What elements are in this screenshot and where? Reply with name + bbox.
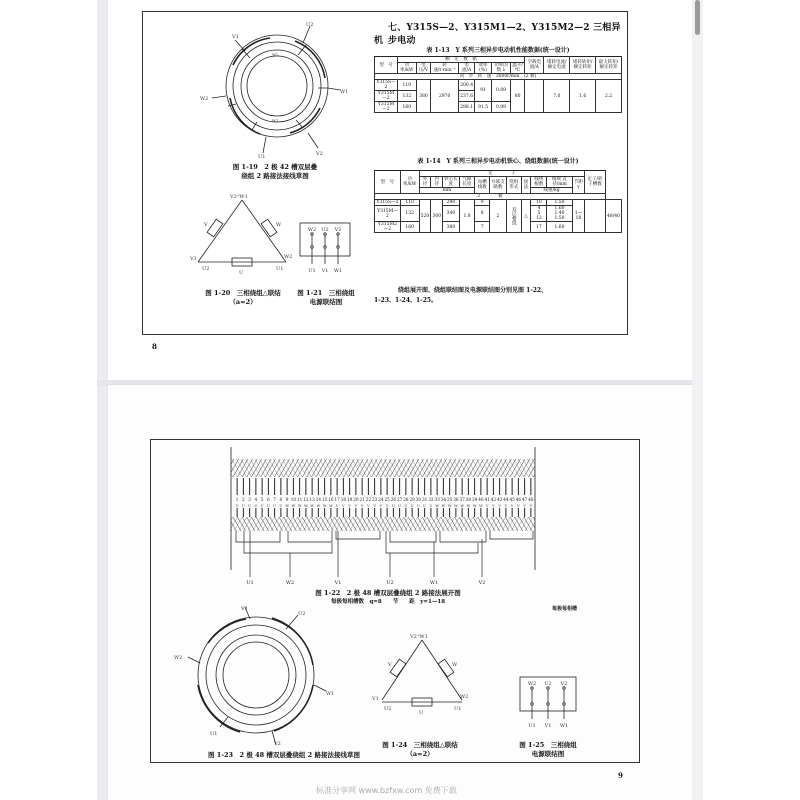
th-model: 型 号 — [375, 57, 398, 74]
th-connection: 接法 — [521, 177, 531, 194]
page-number: 9 — [618, 771, 623, 780]
slot-number: 17 — [334, 497, 340, 502]
th-temp-rise: 温升/℃ — [512, 63, 523, 73]
phase-letter: W — [285, 504, 289, 508]
slot-number: 42 — [490, 497, 497, 502]
fig-1-20-delta-diagram — [190, 190, 300, 275]
slot-number: 26 — [390, 497, 397, 502]
viewer-gutter — [97, 0, 108, 800]
fig23-label-v2: V2 — [274, 741, 281, 745]
fig25-terminal-v1: V1 — [544, 723, 552, 729]
th-winding-type: 绕组形式 — [506, 177, 521, 194]
cell-connection: △ — [521, 200, 531, 233]
fig-1-23-caption: 图 1-23 2 极 48 槽双层叠绕组 2 路接法接线草图 — [208, 751, 360, 759]
fig23-label-w1: W1 — [326, 691, 335, 697]
cell-wire-count: 4 5 12 — [531, 206, 547, 222]
phase-letter: W — [460, 504, 464, 508]
slot-number: 16 — [328, 497, 334, 502]
th-locked-torque: 堵转转矩/额定转矩 — [570, 57, 596, 74]
slot-number: 6 — [267, 497, 270, 502]
phase-letter: V — [492, 504, 495, 508]
slot-numbers — [236, 497, 534, 502]
fig21-terminal-w1: W1 — [333, 268, 343, 274]
cell-wires: 9 — [475, 200, 490, 206]
fig-1-22-caption-1: 图 1-22 2 极 48 槽双层叠绕组 2 路接法展开图 — [315, 589, 461, 597]
cell-temp-rise: 80 — [511, 80, 525, 113]
cell-wire-dia: 1.60 1.40 1.50 — [547, 206, 572, 222]
th-core-length: 铁心长度 — [444, 177, 458, 187]
slot-number: 13 — [309, 497, 315, 502]
phase-letter: V — [373, 504, 376, 508]
phase-letter: U — [273, 504, 277, 508]
fig-1-22-development-diagram — [228, 445, 538, 585]
cell-noload — [525, 80, 544, 113]
cell-inner-dia: 300 — [431, 200, 443, 233]
phase-letter: U — [235, 504, 239, 508]
table-row — [375, 80, 622, 91]
slot-number: 44 — [503, 497, 509, 502]
phase-letter: U — [398, 504, 402, 508]
bore — [247, 56, 307, 116]
cell-power: 132 — [400, 206, 419, 222]
slot-number: 28 — [403, 497, 409, 502]
fig-1-21-caption-1: 图 1-21 三相绕组 — [297, 289, 355, 297]
section-heading-cont: 机 — [374, 36, 384, 46]
fig-1-25-caption-1: 图 1-25 三相绕组 — [519, 741, 577, 749]
lead-v2: V2 — [478, 580, 486, 585]
phase-letter: V — [342, 504, 345, 508]
phase-letter: U — [260, 504, 264, 508]
phase-letter: V — [504, 504, 508, 508]
phase-letter: W — [329, 504, 333, 508]
cell-efficiency: 91 — [475, 80, 492, 102]
fig-1-19-ring-diagram — [190, 18, 360, 158]
fig19-label-w1: W1 — [340, 89, 349, 95]
slot-number: 40 — [478, 497, 484, 502]
fig21-terminal-u2: U2 — [321, 227, 329, 233]
cell-power: 160 — [400, 222, 419, 233]
fig21-terminal-u1: U1 — [308, 268, 316, 274]
fig20-node-v1: V1 — [190, 256, 197, 262]
slot-number: 34 — [440, 497, 447, 502]
th-rated-group: 额 定 数 据 — [397, 57, 524, 63]
interconnection-leads — [236, 531, 533, 577]
phase-letter: W — [310, 504, 314, 508]
fig19-inner-w2: W2 — [272, 52, 279, 57]
cell-current: 200.4 — [458, 80, 474, 91]
fig21-terminal-v1: V1 — [321, 268, 329, 274]
phase-letter: U — [429, 504, 433, 508]
th-outer-dia: 外径 — [419, 177, 431, 188]
fig23-label-v1: V1 — [241, 606, 248, 612]
phase-letter: U — [241, 504, 245, 508]
slot-number: 9 — [285, 497, 289, 502]
slot-number: 48 — [528, 497, 534, 502]
slot-number: 30 — [415, 497, 422, 502]
phase-letter: W — [454, 504, 458, 508]
slot-lines-bottom — [237, 508, 531, 517]
cell-speed: 2970 — [431, 80, 459, 113]
slot-number: 23 — [371, 497, 378, 502]
cell-wire-count: 17 — [531, 222, 547, 233]
cell-parallel: 2 — [489, 200, 506, 233]
phase-letter: W — [441, 504, 446, 508]
lead-w1: W1 — [429, 580, 439, 585]
phase-letter: V — [348, 504, 351, 508]
phase-letter: W — [316, 504, 321, 508]
table-1-13 — [374, 56, 622, 113]
slot-number: 31 — [421, 497, 428, 502]
fig20-node-u1: U1 — [276, 266, 284, 272]
th-wire-dia: 线规 直径/mm — [547, 177, 572, 188]
fig-1-21-caption-2: 电源联结图 — [309, 298, 343, 306]
fig24-node-w2: W2 — [460, 694, 469, 700]
th-wire-weight: 线重/kg — [531, 188, 572, 194]
cell-current: 288.1 — [458, 102, 474, 113]
cell-wire-dia: 1.50 — [547, 200, 572, 206]
watermark-text: 标准分享网 www.bzfxw.com 免费下载 — [316, 786, 457, 795]
slot-number: 14 — [315, 497, 322, 502]
page-number: 8 — [152, 342, 157, 351]
phase-letter: W — [297, 504, 302, 508]
slot-number: 46 — [515, 497, 522, 502]
fig19-label-u2: U2 — [306, 22, 314, 28]
th-current: 电流/A — [458, 63, 474, 74]
fig-1-22-caption-2: 每极每相槽数 q=8 节 距 y=1—18 — [330, 599, 446, 605]
pole-row: 2 极 — [375, 194, 606, 200]
fig-1-20-caption-2: （a=2） — [229, 298, 257, 306]
table-1-13-title: 表 1-13 Y 系列三相异步电动机性能数据(统一设计) — [426, 47, 570, 54]
th-air-gap: 气隙长度 — [459, 177, 475, 188]
phase-letter: U — [385, 504, 389, 508]
th-power-factor: 功率因数 λ — [491, 63, 510, 74]
fig23-label-u1: U1 — [210, 731, 218, 737]
phase-letter: U — [416, 504, 420, 508]
cell-core-length: 340 — [443, 206, 459, 222]
fig20-coil-u: U — [239, 270, 244, 275]
slot-number: 19 — [346, 497, 353, 502]
cell-pitch: 1—18 — [572, 200, 585, 233]
cell-wire-weight — [585, 200, 606, 233]
fig20-coil-w: W — [276, 222, 282, 228]
phase-letter: U — [391, 504, 395, 508]
coil-v — [207, 219, 223, 237]
th-wire-count: 线规 根数 — [531, 177, 547, 188]
fig24-top-label: V2⁺W1 — [410, 634, 428, 640]
cell-voltage: 380 — [416, 80, 431, 113]
th-efficiency: 效率(%) — [475, 63, 492, 74]
phase-letter: U — [254, 504, 258, 508]
fig-1-23-ring-diagram — [148, 605, 348, 745]
phase-letter: V — [335, 504, 339, 508]
slot-number: 45 — [509, 497, 515, 502]
fig25-terminal-u1: U1 — [528, 723, 536, 729]
th-noload-current: 空载电流/A — [525, 57, 544, 74]
th-voltage: 电压/V — [416, 63, 431, 74]
slot-lines-top — [237, 478, 531, 495]
phase-letter: V — [485, 504, 489, 508]
th-speed: 转速/r·min⁻¹ — [431, 63, 459, 74]
fig25-terminal-v2: V2 — [560, 681, 568, 687]
fig21-terminal-w2: W2 — [307, 227, 317, 233]
phase-letter: W — [435, 504, 439, 508]
slot-number: 36 — [453, 497, 459, 502]
slot-number: 21 — [359, 497, 365, 502]
cell-wires: 8 — [475, 206, 490, 222]
slot-number: 10 — [290, 497, 297, 502]
fig-1-19-caption-1: 图 1-19 2 极 42 槽双层叠 — [232, 163, 318, 171]
fig25-terminal-w2: W2 — [527, 681, 537, 687]
phase-letter: V — [354, 504, 358, 508]
fig24-coil-w: W — [452, 662, 458, 668]
slot-number: 5 — [260, 497, 264, 502]
cell-model: Y315S—2 — [376, 80, 396, 90]
slot-number: 18 — [340, 497, 347, 502]
phase-letter: V — [360, 504, 364, 508]
phase-letter: W — [479, 504, 483, 508]
coil-w — [261, 219, 277, 237]
th-wires-per-slot: 每槽线数 — [475, 177, 490, 194]
fig-1-25-terminal-box — [516, 675, 580, 731]
phase-letter: U — [423, 504, 427, 508]
cell-core-length: 290 — [443, 200, 459, 206]
cell-air-gap: 1.8 — [459, 200, 475, 233]
th-pitch: 节距 y — [572, 177, 585, 194]
phase-letter: V — [529, 504, 533, 508]
phase-letter: V — [510, 504, 514, 508]
sync-speed-row: 同 步 转 速 3000r/min (2 极) — [375, 74, 622, 80]
phase-letter: V — [523, 504, 526, 508]
cell-core-length: 380 — [443, 222, 459, 233]
phase-letter: W — [447, 504, 452, 508]
phase-letter: V — [498, 504, 501, 508]
lead-v1: V1 — [334, 580, 342, 585]
table-1-14-title: 表 1-14 Y 系列三相异步电动机铁心、绕组数据(统一设计) — [417, 158, 579, 165]
slot-number: 35 — [446, 497, 453, 502]
slot-number: 20 — [353, 497, 359, 502]
fig19-label-w2: W2 — [200, 96, 209, 102]
slot-number: 25 — [384, 497, 390, 502]
slot-number: 38 — [465, 497, 472, 502]
slot-number: 3 — [248, 497, 251, 502]
slot-number: 39 — [471, 497, 478, 502]
cell-locked-current: 7.0 — [544, 80, 570, 113]
cell-model: Y315M—2 — [375, 206, 401, 222]
phase-letters — [236, 504, 533, 508]
cell-wire-dia: 1.60 — [547, 222, 572, 233]
phase-letter: U — [410, 504, 414, 508]
th-power: 功率/kW — [397, 63, 416, 74]
section-heading: 七、Y315S—2、Y315M1—2、Y315M2—2 三相异步电动 — [388, 23, 621, 46]
slot-number: 8 — [279, 497, 283, 502]
fig19-label-u1: U1 — [258, 154, 266, 158]
paragraph-line-1: 绕组展开图、绕组联结图及电源联结图分别见图 1-22、 — [398, 287, 548, 294]
phase-letter: U — [248, 504, 252, 508]
cell-model: Y315M2—2 — [375, 222, 401, 233]
th-max-torque: 最大转矩/额定转矩 — [596, 57, 622, 74]
fig19-label-v1: V1 — [232, 34, 239, 40]
fig24-node-u1: U1 — [454, 706, 462, 712]
cell-model: Y315S—2 — [376, 200, 399, 205]
slot-number: 4 — [254, 497, 258, 502]
fig-1-24-caption-1: 图 1-24 三相绕组△联结 — [382, 741, 458, 749]
cell-winding-type: 双层叠绕 — [506, 200, 521, 233]
phase-letter: W — [466, 504, 471, 508]
cell-wires: 7 — [475, 222, 490, 233]
side-note: 每极每相槽 — [552, 606, 578, 612]
fig25-terminal-w1: W1 — [559, 723, 569, 729]
slot-number: 47 — [521, 497, 528, 502]
fig-1-21-terminal-box — [296, 220, 356, 278]
table-1-14 — [374, 170, 622, 233]
fig20-node-u2: U2 — [202, 266, 210, 272]
fig24-node-v1: V1 — [372, 696, 379, 702]
cell-model: Y315M—2 — [375, 102, 398, 113]
slot-number: 7 — [273, 497, 276, 502]
th-locked-current: 堵转电流/额定电流 — [544, 57, 570, 74]
fig-1-19-caption-2: 绕组 2 路接法接线草图 — [241, 172, 309, 180]
slot-number: 12 — [303, 497, 309, 502]
cell-model: Y315M—2 — [375, 91, 398, 102]
slot-number: 41 — [484, 497, 490, 502]
phase-letter: W — [291, 504, 296, 508]
phase-letter: U — [279, 504, 283, 508]
cell-power: 132 — [397, 91, 416, 102]
table-row — [375, 200, 622, 206]
th-parallel: 并联支路数 — [489, 177, 506, 194]
fig23-label-w2: W2 — [174, 655, 183, 661]
fig-1-25-caption-2: 电源联结图 — [531, 750, 565, 758]
th-inner-dia: 内径 — [431, 177, 443, 188]
phase-letter: W — [472, 504, 477, 508]
th-slots: 定子/转子槽数 — [585, 171, 606, 194]
cell-power: 160 — [397, 102, 416, 113]
cell-power: 110 — [400, 200, 419, 206]
fig20-coil-v: V — [204, 222, 208, 228]
fig23-label-u2: U2 — [298, 611, 306, 617]
lead-u1: U1 — [246, 580, 254, 585]
slot-number: 2 — [242, 497, 245, 502]
cell-outer-dia: 520 — [419, 200, 431, 233]
vertical-scrollbar[interactable] — [692, 0, 703, 800]
fig20-top-label: V2⁺W1 — [230, 194, 248, 200]
th-unit-mm: mm — [419, 188, 475, 194]
lead-u2: U2 — [386, 580, 394, 585]
fig-1-20-caption-1: 图 1-20 三相绕组△联结 — [205, 289, 281, 297]
cell-max-torque: 2.2 — [596, 80, 622, 113]
phase-letter: U — [404, 504, 408, 508]
fig-1-24-delta-diagram — [370, 630, 470, 720]
fig24-coil-v: V — [388, 662, 392, 668]
phase-letter: V — [517, 504, 520, 508]
slot-number: 33 — [434, 497, 440, 502]
cell-efficiency: 91.5 — [475, 102, 492, 113]
fig21-terminal-v2: V2 — [334, 227, 342, 233]
slot-number: 22 — [365, 497, 372, 502]
page-9 — [108, 385, 692, 800]
slot-number: 43 — [496, 497, 503, 502]
phase-letter: W — [304, 504, 308, 508]
fig19-inner-w1: W1 — [272, 118, 279, 123]
slot-number: 15 — [321, 497, 328, 502]
phase-letter: V — [367, 504, 370, 508]
th-model: 型 号 — [375, 171, 401, 194]
cell-slots: 48/40 — [605, 200, 621, 233]
slot-number: 24 — [378, 497, 384, 502]
fig24-coil-u: U — [419, 710, 424, 716]
fig-1-24-caption-2: （a=2） — [406, 750, 434, 758]
slot-number: 27 — [396, 497, 403, 502]
scrollbar-thumb[interactable] — [695, 0, 700, 35]
phase-letter: W — [322, 504, 327, 508]
fig25-terminal-u2: U2 — [544, 681, 552, 687]
slot-number: 1 — [235, 497, 239, 502]
phase-letter: V — [379, 504, 383, 508]
fig19-label-v2: V2 — [316, 151, 323, 157]
slot-number: 37 — [459, 497, 465, 502]
lead-w2: W2 — [285, 580, 295, 585]
th-stator-group: 定 子 — [419, 171, 585, 177]
inner-ring — [241, 50, 313, 122]
page-8 — [108, 0, 692, 381]
cell-locked-torque: 1.6 — [570, 80, 596, 113]
th-power: 功率/kW — [400, 171, 419, 194]
cell-pf: 0.89 — [491, 80, 510, 102]
fig24-node-u2: U2 — [384, 706, 392, 712]
cell-current: 237.6 — [458, 91, 474, 102]
paragraph-line-2: 1-23、1-24、1-25。 — [374, 297, 438, 304]
phase-letter: U — [266, 504, 270, 508]
cell-wire-count: 10 — [531, 200, 547, 206]
slot-number: 32 — [428, 497, 434, 502]
cell-pf: 0.89 — [491, 102, 510, 113]
fig20-node-w2: W2 — [284, 254, 293, 260]
slot-number: 29 — [409, 497, 415, 502]
cell-power: 110 — [397, 80, 416, 91]
slot-number: 11 — [296, 497, 303, 502]
